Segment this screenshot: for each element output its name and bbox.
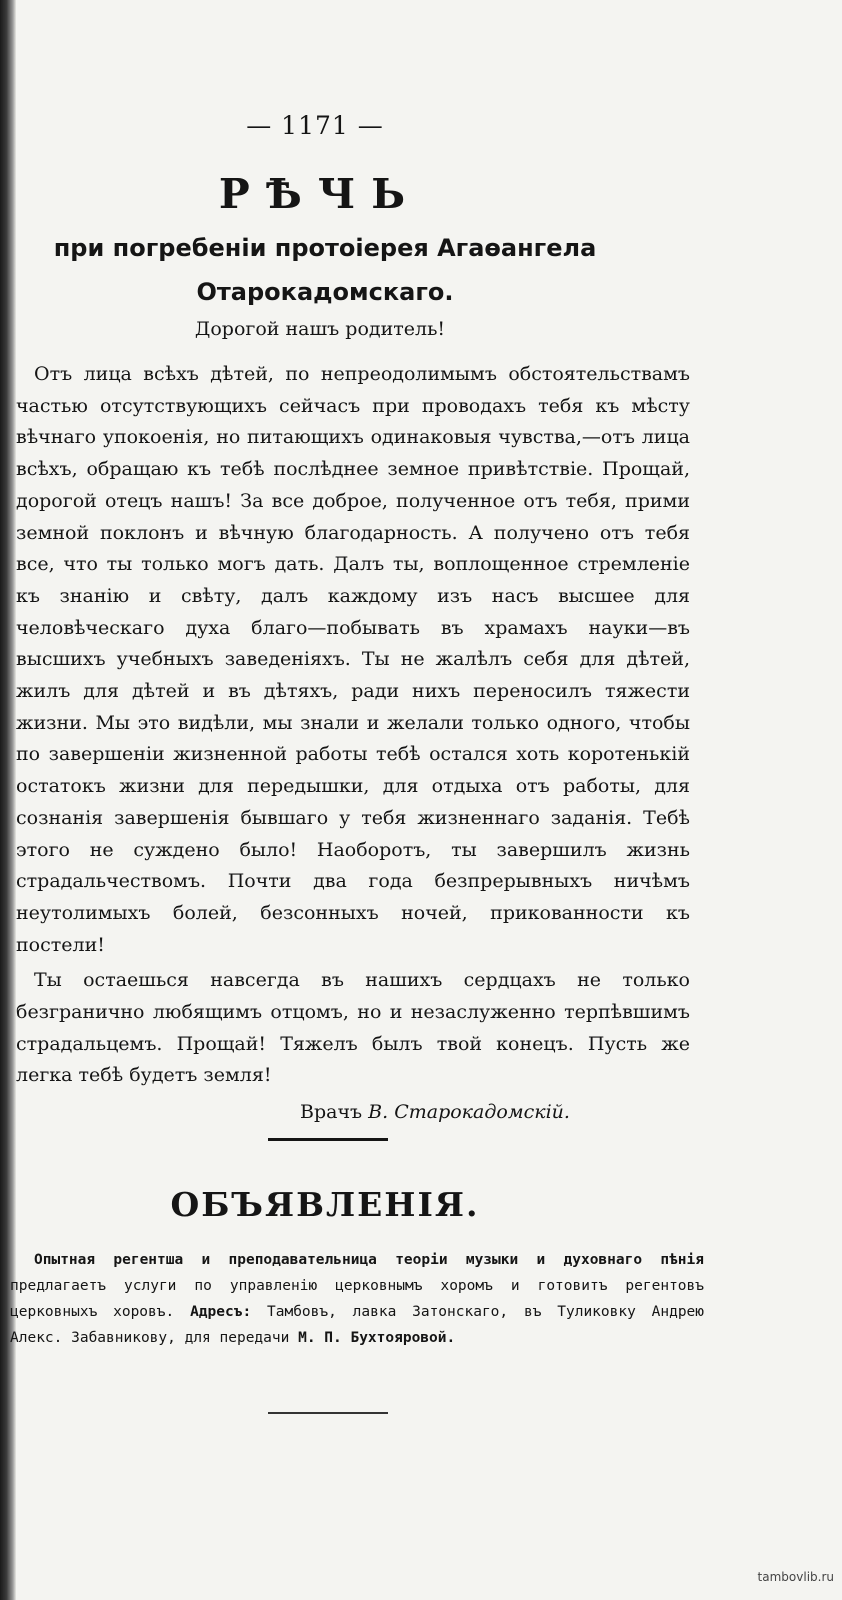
speech-subtitle-line-2: Отарокадомскаго.: [196, 278, 454, 306]
closing-divider: [268, 1412, 388, 1414]
speech-paragraph-2: Ты остаешься навсегда въ нашихъ сердцахъ не только безгранично любящимъ отцомъ, но и незаслуженно терпѣвшимъ страдальцемъ. Прощай! Тяжелъ былъ твой конецъ. Пусть же легка тебѣ будетъ земля!: [16, 969, 690, 1087]
binding-gutter: [0, 0, 16, 1600]
ad-recipient: М. П. Бухтояровой.: [298, 1330, 456, 1346]
speech-paragraph-1: Отъ лица всѣхъ дѣтей, по непреодолимымъ обстоятельствамъ частью отсутствующихъ сейчасъ при проводахъ тебя къ мѣсту вѣчнаго упокоенія, но питающихъ одинаковыя чувства,—отъ лица всѣхъ, обращаю къ тебѣ послѣднее земное привѣтствіе. Прощай, дорогой отецъ нашъ! За все доброе, полученное отъ тебя, прими земной поклонъ и вѣчную благодарность. А получено отъ тебя все, что ты только могъ дать. Далъ ты, воплощенное стремленіе къ знанію и свѣту, далъ каждому изъ насъ высшее для человѣческаго духа благо—побывать въ храмахъ науки—въ высшихъ учебныхъ заведеніяхъ. Ты не жалѣлъ себя для дѣтей, жилъ для дѣтей и въ дѣтяхъ, ради нихъ переносилъ тяжести жизни. Мы это видѣли, мы знали и желали только одного, чтобы по завершеніи жизненной работы тебѣ остался хоть коротенькій остатокъ жизни для передышки, для отдыха отъ работы, для сознанія завершенія бывшаго у тебя жизненнаго заданія. Тебѣ этого не суждено было! Наоборотъ, ты завершилъ жизнь страдальчествомъ. Почти два года безпрерывныхъ ничѣмъ неутолимыхъ болей, безсонныхъ ночей, прикованности къ постели!: [16, 363, 690, 956]
section-divider: [268, 1138, 388, 1141]
ads-body: [10, 1247, 704, 1351]
ad-address: Тамбовъ, лавка Затонскаго, въ: [267, 1304, 542, 1320]
ads-heading: ОБЪЯВЛЕНІЯ.: [170, 1185, 480, 1224]
signature-title: Врачъ: [300, 1101, 363, 1123]
ad-address-label: Адресъ:: [190, 1304, 252, 1320]
signature-name: В. Старокадомскій.: [368, 1101, 570, 1123]
watermark: tambovlib.ru: [757, 1570, 834, 1584]
ad-lead: Опытная регентша и преподавательница теоріи музыки и духовнаго пѣнія: [34, 1252, 704, 1268]
signature: [300, 1101, 660, 1123]
salutation: Дорогой нашъ родитель!: [194, 318, 446, 340]
speech-subtitle-line-1: при погребеніи протоіерея Агаѳангела: [53, 234, 597, 262]
ad-service: предлагаетъ услуги по управленію церковнымъ хоромъ и готовитъ регентовъ церковныхъ хоровъ.: [10, 1278, 704, 1320]
advertisement-text: [10, 1247, 704, 1351]
page-number: — 1171 —: [246, 111, 384, 140]
speech-body: [16, 359, 690, 1092]
speech-title: РѢЧЬ: [218, 170, 422, 218]
ad-address-continued: Туликовку Андрею Алекс. Забавникову, для передачи: [10, 1304, 705, 1346]
speech-subtitle: [20, 226, 630, 314]
